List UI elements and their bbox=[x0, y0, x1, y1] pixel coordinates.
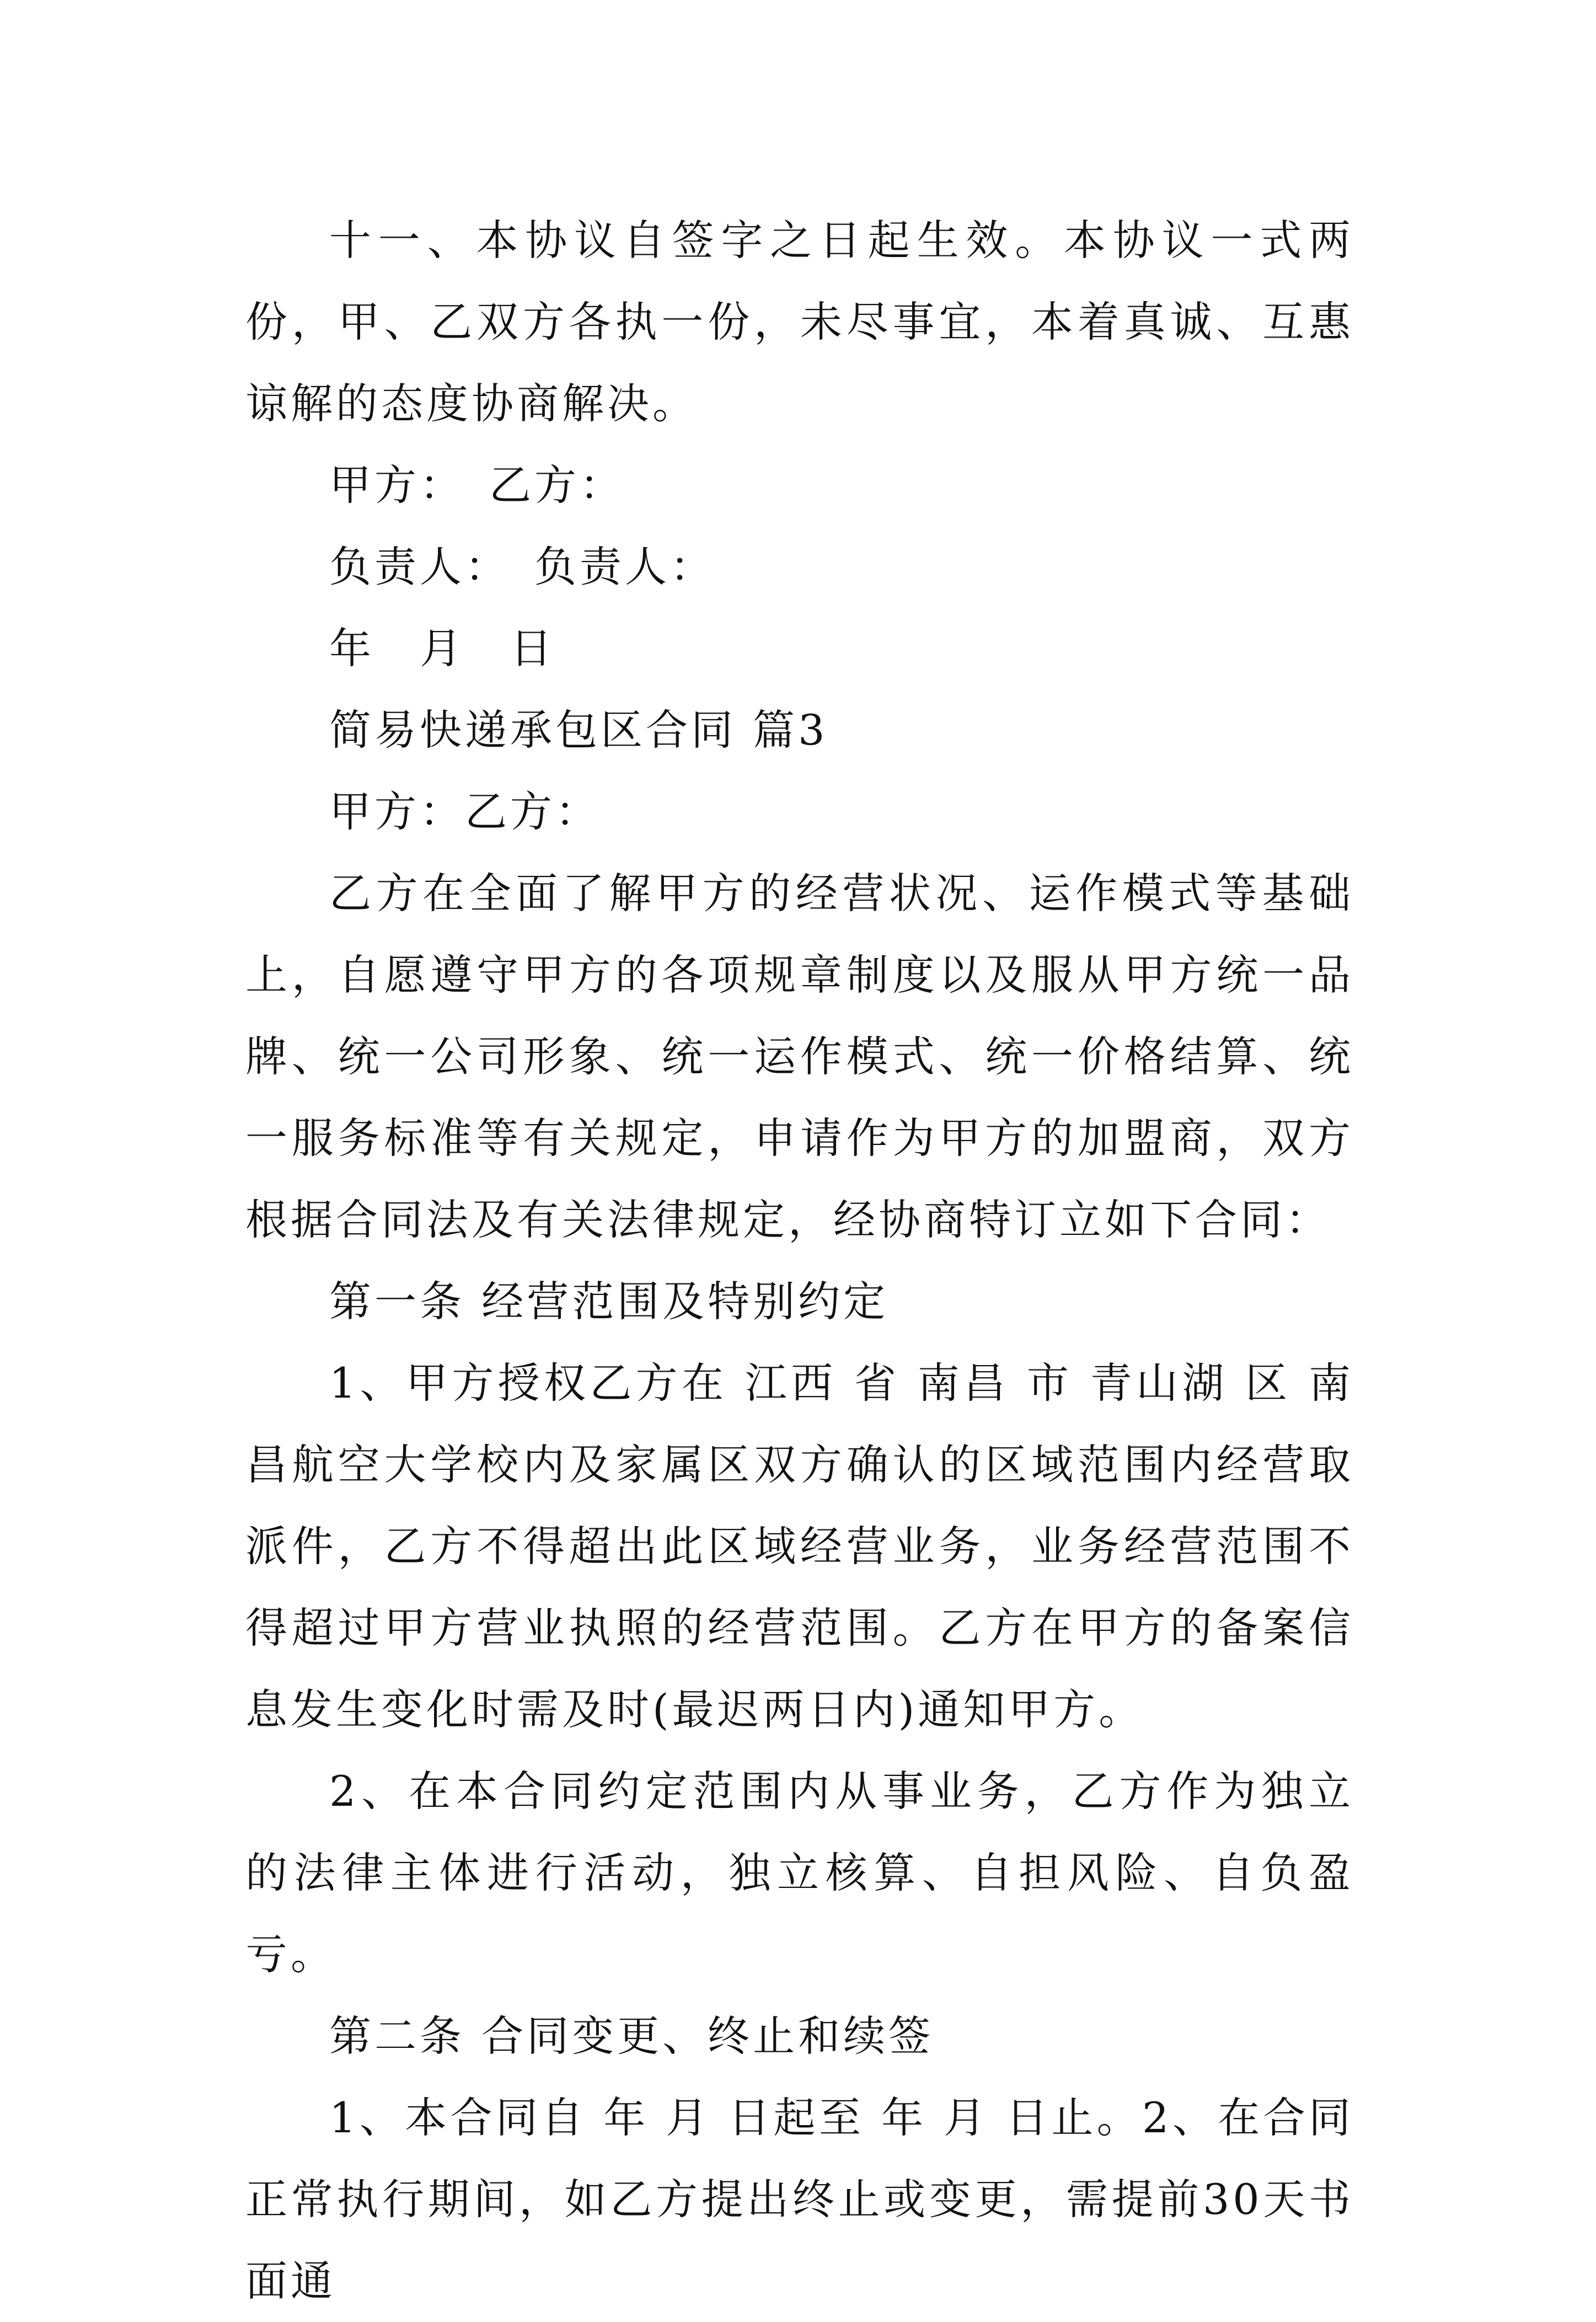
article-one-item-two: 2、在本合同约定范围内从事业务，乙方作为独立的法律主体进行活动，独立核算、自担风险、自负盈亏。 bbox=[245, 1767, 1354, 1979]
paragraph-preamble: 乙方在全面了解甲方的经营状况、运作模式等基础上，自愿遵守甲方的各项规章制度以及服从甲方统一品牌、统一公司形象、统一运作模式、统一价格结算、统一服务标准等有关规定，申请作为甲方的加盟商，双方根据合同法及有关法律规定，经协商特订立如下合同： bbox=[245, 869, 1354, 1244]
article-two-item-one: 1、本合同自 年 月 日起至 年 月 日止。2、在合同正常执行期间，如乙方提出终止或变更，需提前30天书面通 bbox=[245, 2093, 1354, 2305]
article-one-item-one: 1、甲方授权乙方在 江西 省 南昌 市 青山湖 区 南昌航空大学校内及家属区双方确认的区域范围内经营取派件，乙方不得超出此区域经营业务，业务经营范围不得超过甲方营业执照的经营范围。乙方在甲方的备案信息发生变化时需及时(最迟两日内)通知甲方。 bbox=[245, 1358, 1354, 1734]
parties-line: 甲方：乙方： bbox=[329, 787, 601, 836]
paragraph-clause-eleven: 十一、本协议自签字之日起生效。本协议一式两份，甲、乙双方各执一份，未尽事宜，本着真诚、互惠谅解的态度协商解决。 bbox=[245, 216, 1354, 428]
document-body bbox=[245, 200, 1354, 2322]
signature-person-line: 负责人： 负责人： bbox=[329, 542, 715, 591]
signature-date-line: 年 月 日 bbox=[329, 624, 555, 673]
article-two-heading: 第二条 合同变更、终止和续签 bbox=[329, 2011, 934, 2061]
signature-party-line: 甲方： 乙方： bbox=[329, 461, 625, 510]
article-one-heading: 第一条 经营范围及特别约定 bbox=[329, 1277, 889, 1326]
section-heading: 简易快递承包区合同 篇3 bbox=[329, 705, 828, 755]
